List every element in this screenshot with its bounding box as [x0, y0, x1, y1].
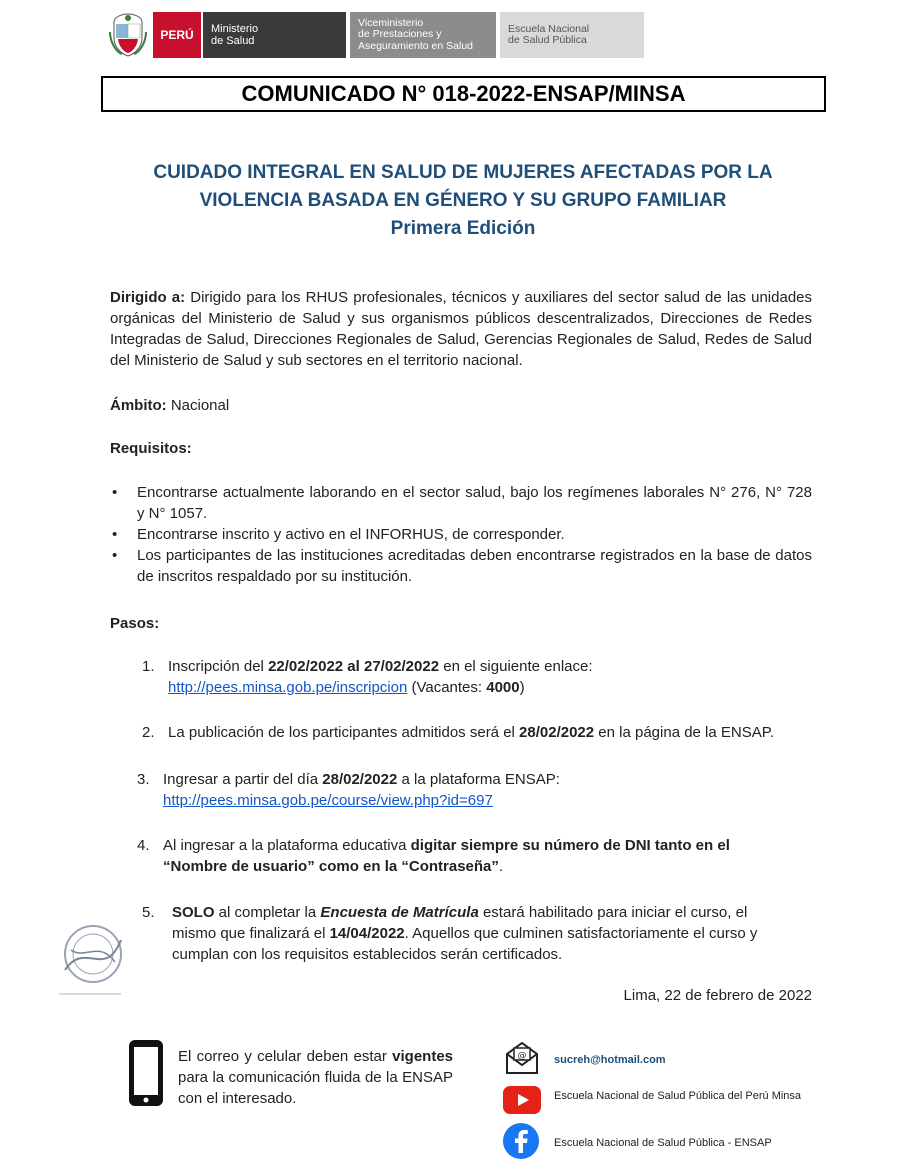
- step1-text-a: Inscripción del: [168, 658, 269, 675]
- escuela-line1: Escuela Nacional: [508, 22, 590, 35]
- vice-line2: de Prestaciones y: [358, 28, 442, 41]
- ministerio-badge: [203, 12, 346, 58]
- requisitos-label: Requisitos:: [110, 440, 192, 457]
- dirigido-text: Dirigido para los RHUS profesionales, técnicos y auxiliares del sector salud de las unidades orgánicas del Ministerio de Salud y sus organismos públicos descentralizados, Direcciones de Redes Integradas de Salud, Direcciones Regionales de Salud, Gerencias Regionales de Salud, Redes de Salud del Ministerio de Salud y sub sectores en el territorio nacional.: [110, 289, 812, 369]
- youtube-icon: [503, 1086, 541, 1114]
- step5-solo: SOLO: [172, 904, 215, 921]
- step2-text-a: La publicación de los participantes admitidos será el: [168, 724, 520, 741]
- step-number: 1.: [142, 658, 155, 675]
- step-number: 5.: [142, 904, 155, 921]
- facebook-icon: [502, 1122, 540, 1160]
- step5-text-d: mismo que finalizará el: [172, 925, 330, 942]
- title-line1: CUIDADO INTEGRAL EN SALUD DE MUJERES AFECTADAS POR LA: [153, 162, 773, 183]
- step-5: [142, 902, 822, 965]
- step1-text-c: en el siguiente enlace:: [439, 658, 593, 675]
- step-number: 2.: [142, 724, 155, 741]
- step1-close: ): [519, 679, 525, 696]
- ministerio-line2: de Salud: [211, 35, 255, 47]
- edition-label: Primera Edición: [390, 218, 536, 239]
- comunicado-title: COMUNICADO N° 018-2022-ENSAP/MINSA: [101, 76, 826, 112]
- step1-dates: 22/02/2022 al 27/02/2022: [268, 658, 440, 675]
- step-number: 3.: [137, 771, 150, 788]
- step1-vacantes-count: 4000: [486, 679, 520, 696]
- step3-text-c: a la plataforma ENSAP:: [397, 771, 560, 788]
- inscripcion-link[interactable]: http://pees.minsa.gob.pe/inscripcion: [168, 679, 408, 696]
- step5-text-f: . Aquellos que culminen satisfactoriamente el curso y: [404, 925, 758, 942]
- peru-badge: PERÚ: [153, 12, 201, 58]
- step4-period: .: [498, 858, 504, 875]
- list-item: • Los participantes de las instituciones acreditadas deben encontrarse registrados en la base de datos de inscritos respaldado por su institución.: [110, 545, 812, 587]
- coat-of-arms-icon: [108, 12, 148, 58]
- note-text-c: para la comunicación fluida de la ENSAP con el interesado.: [178, 1069, 453, 1107]
- ambito-label: Ámbito:: [110, 397, 167, 414]
- pasos-label: Pasos:: [110, 615, 160, 632]
- step5-encuesta: Encuesta de Matrícula: [320, 904, 479, 921]
- step-1: [142, 656, 822, 698]
- step-2: [142, 722, 832, 743]
- list-item: • Encontrarse actualmente laborando en el sector salud, bajo los regímenes laborales N° 276, N° 728 y N° 1057.: [110, 482, 812, 524]
- contact-note: [178, 1046, 453, 1109]
- step2-date: 28/02/2022: [519, 724, 595, 741]
- note-vigentes: vigentes: [392, 1048, 453, 1065]
- step5-text-g: cumplan con los requisitos establecidos serán certificados.: [172, 946, 563, 963]
- ambito-paragraph: [110, 395, 812, 416]
- date-place: Lima, 22 de febrero de 2022: [623, 987, 812, 1004]
- title-line2: VIOLENCIA BASADA EN GÉNERO Y SU GRUPO FAMILIAR: [199, 190, 727, 211]
- svg-text:@: @: [517, 1051, 527, 1061]
- step-3: [137, 769, 817, 811]
- email-address[interactable]: sucreh@hotmail.com: [554, 1054, 666, 1066]
- note-text-a: El correo y celular deben estar: [178, 1048, 393, 1065]
- requisitos-list: [110, 482, 812, 587]
- escuela-badge: [500, 12, 644, 58]
- step5-text-c: estará habilitado para iniciar el curso, el: [478, 904, 748, 921]
- course-link[interactable]: http://pees.minsa.gob.pe/course/view.php?id=697: [163, 792, 493, 809]
- step1-vacantes: (Vacantes:: [407, 679, 487, 696]
- step5-text-a: al completar la: [214, 904, 321, 921]
- step2-text-c: en la página de la ENSAP.: [594, 724, 774, 741]
- step-4: [137, 835, 817, 877]
- dirigido-paragraph: [110, 287, 812, 371]
- vice-line1: Viceministerio: [358, 16, 424, 29]
- step4-bold-a: digitar siempre su número de DNI tanto en el: [410, 837, 730, 854]
- facebook-page[interactable]: Escuela Nacional de Salud Pública - ENSAP: [554, 1137, 772, 1149]
- viceministerio-badge: [350, 12, 496, 58]
- vice-line3: Aseguramiento en Salud: [358, 39, 473, 52]
- step4-text-a: Al ingresar a la plataforma educativa: [163, 837, 411, 854]
- email-icon: [504, 1040, 540, 1076]
- escuela-line2: de Salud Pública: [508, 34, 587, 46]
- phone-icon: [126, 1038, 166, 1108]
- step3-date: 28/02/2022: [322, 771, 398, 788]
- dirigido-label: Dirigido a:: [110, 289, 186, 306]
- list-item: • Encontrarse inscrito y activo en el INFORHUS, de corresponder.: [110, 524, 812, 545]
- step3-text-a: Ingresar a partir del día: [163, 771, 323, 788]
- ambito-value: Nacional: [166, 397, 230, 414]
- step4-bold-b: “Nombre de usuario” como en la “Contraseña”: [163, 858, 499, 875]
- ministerio-line1: Ministerio: [211, 23, 259, 35]
- seal-stamp-icon: [55, 920, 125, 1000]
- step-number: 4.: [137, 837, 150, 854]
- youtube-channel[interactable]: Escuela Nacional de Salud Pública del Perú Minsa: [554, 1090, 802, 1102]
- step5-date: 14/04/2022: [329, 925, 405, 942]
